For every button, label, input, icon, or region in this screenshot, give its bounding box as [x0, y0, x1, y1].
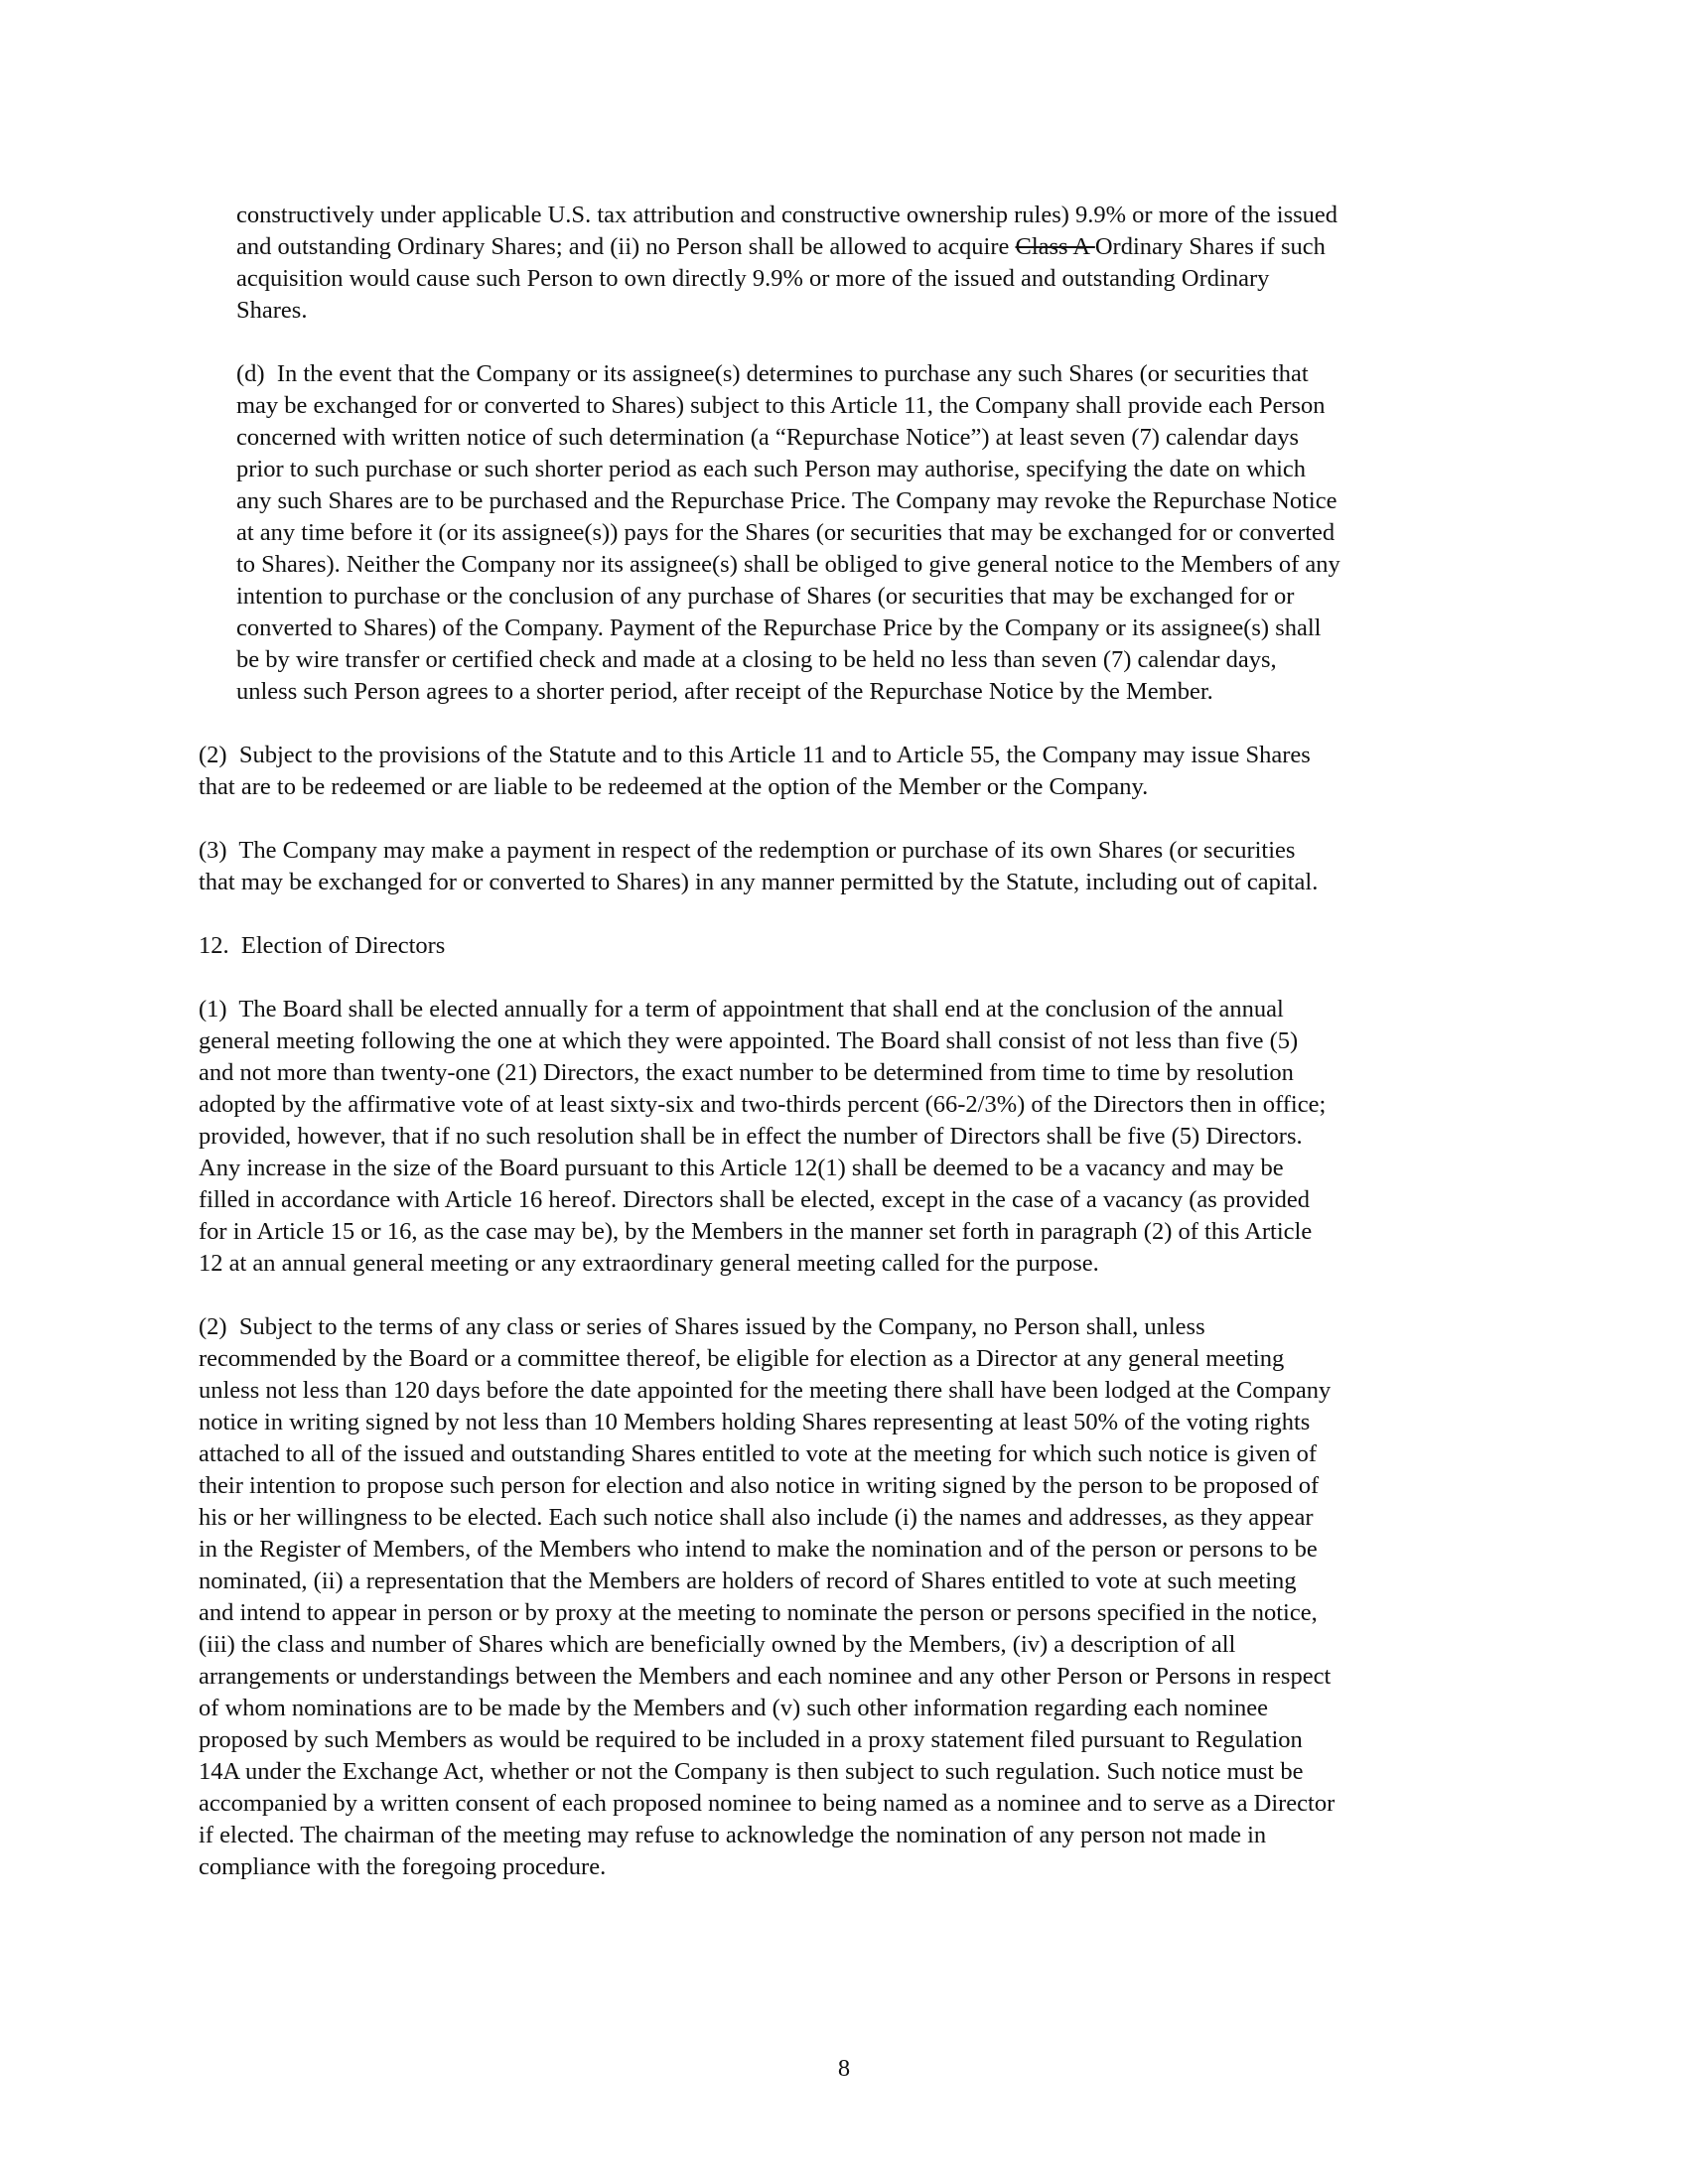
text-line: may be exchanged for or converted to Shares) subject to this Article 11, the Company shall provide each Person — [236, 392, 1326, 419]
text-line: accompanied by a written consent of each proposed nominee to being named as a nominee and to serve as a Director — [199, 1790, 1336, 1817]
text-line: prior to such purchase or such shorter period as each such Person may authorise, specifying the date on which — [236, 456, 1307, 482]
text-line: 12 at an annual general meeting or any extraordinary general meeting called for the purpose. — [199, 1250, 1099, 1277]
section-heading: 12. Election of Directors — [199, 932, 446, 959]
text-line: Any increase in the size of the Board pursuant to this Article 12(1) shall be deemed to be a vacancy and may be — [199, 1155, 1284, 1181]
text-line: provided, however, that if no such resolution shall be in effect the number of Directors shall be five (5) Directors. — [199, 1123, 1303, 1150]
text-line: 14A under the Exchange Act, whether or not the Company is then subject to such regulation. Such notice must be — [199, 1758, 1304, 1785]
text-line: acquisition would cause such Person to own directly 9.9% or more of the issued and outstanding Ordinary — [236, 265, 1270, 292]
text-line: that may be exchanged for or converted to Shares) in any manner permitted by the Statute, including out of capital. — [199, 869, 1319, 895]
text-line: for in Article 15 or 16, as the case may be), by the Members in the manner set forth in paragraph (2) of this Article — [199, 1218, 1313, 1245]
text-line: (1) The Board shall be elected annually for a term of appointment that shall end at the conclusion of the annual — [199, 996, 1284, 1023]
text-line: (2) Subject to the terms of any class or series of Shares issued by the Company, no Person shall, unless — [199, 1313, 1205, 1340]
text-line: in the Register of Members, of the Members who intend to make the nomination and of the person or persons to be — [199, 1536, 1318, 1563]
text-line: that are to be redeemed or are liable to be redeemed at the option of the Member or the Company. — [199, 773, 1149, 800]
text-line: be by wire transfer or certified check and made at a closing to be held no less than seven (7) calendar days, — [236, 646, 1277, 673]
text-line: adopted by the affirmative vote of at least sixty-six and two-thirds percent (66-2/3%) of the Directors then in office; — [199, 1091, 1327, 1118]
text-line: notice in writing signed by not less than 10 Members holding Shares representing at least 50% of the voting rights — [199, 1409, 1311, 1435]
text-span: Ordinary Shares if such — [1094, 233, 1326, 260]
text-line: (2) Subject to the provisions of the Statute and to this Article 11 and to Article 55, the Company may issue Shares — [199, 742, 1311, 768]
text-line: at any time before it (or its assignee(s)) pays for the Shares (or securities that may be exchanged for or converted — [236, 519, 1336, 546]
text-line: filled in accordance with Article 16 hereof. Directors shall be elected, except in the case of a vacancy (as provided — [199, 1186, 1311, 1213]
text-line: to Shares). Neither the Company nor its assignee(s) shall be obliged to give general notice to the Members of any — [236, 551, 1340, 578]
text-line: their intention to propose such person for election and also notice in writing signed by the person to be proposed of — [199, 1472, 1320, 1499]
text-span: and outstanding Ordinary Shares; and (ii) no Person shall be allowed to acquire — [236, 233, 1016, 260]
text-line: nominated, (ii) a representation that the Members are holders of record of Shares entitled to vote at such meeting — [199, 1568, 1297, 1594]
text-line: arrangements or understandings between the Members and each nominee and any other Person or Persons in respect — [199, 1663, 1332, 1690]
text-line: (d) In the event that the Company or its assignee(s) determines to purchase any such Shares (or securities that — [236, 360, 1309, 387]
text-line: (iii) the class and number of Shares which are beneficially owned by the Members, (iv) a description of all — [199, 1631, 1236, 1658]
struck-text: Class A — [1015, 233, 1095, 260]
text-line: compliance with the foregoing procedure. — [199, 1853, 607, 1880]
text-line: concerned with written notice of such determination (a “Repurchase Notice”) at least seven (7) calendar days — [236, 424, 1300, 451]
text-line — [236, 231, 1326, 263]
text-line: any such Shares are to be purchased and the Repurchase Price. The Company may revoke the Repurchase Notice — [236, 487, 1337, 514]
text-line: of whom nominations are to be made by the Members and (v) such other information regarding each nominee — [199, 1695, 1268, 1721]
text-line: proposed by such Members as would be required to be included in a proxy statement filed pursuant to Regulation — [199, 1726, 1303, 1753]
text-line: recommended by the Board or a committee thereof, be eligible for election as a Director at any general meeting — [199, 1345, 1285, 1372]
text-line: unless such Person agrees to a shorter period, after receipt of the Repurchase Notice by the Member. — [236, 678, 1213, 705]
text-line: general meeting following the one at which they were appointed. The Board shall consist of not less than five (5) — [199, 1027, 1299, 1054]
text-line: and intend to appear in person or by proxy at the meeting to nominate the person or persons specified in the notice, — [199, 1599, 1318, 1626]
text-line: Shares. — [236, 297, 308, 324]
text-line: intention to purchase or the conclusion of any purchase of Shares (or securities that may be exchanged for or — [236, 583, 1295, 610]
text-line: unless not less than 120 days before the date appointed for the meeting there shall have been lodged at the Company — [199, 1377, 1332, 1404]
text-line: attached to all of the issued and outstanding Shares entitled to vote at the meeting for which such notice is given of — [199, 1440, 1318, 1467]
text-line: and not more than twenty-one (21) Directors, the exact number to be determined from time to time by resolution — [199, 1059, 1294, 1086]
text-line: (3) The Company may make a payment in respect of the redemption or purchase of its own Shares (or securities — [199, 837, 1296, 864]
page-number: 8 — [837, 2055, 851, 2082]
text-line: if elected. The chairman of the meeting may refuse to acknowledge the nomination of any person not made in — [199, 1822, 1267, 1848]
text-line: constructively under applicable U.S. tax attribution and constructive ownership rules) 9.9% or more of the issued — [236, 202, 1338, 228]
text-line: his or her willingness to be elected. Each such notice shall also include (i) the names and addresses, as they appear — [199, 1504, 1314, 1531]
text-line: converted to Shares) of the Company. Payment of the Repurchase Price by the Company or its assignee(s) shall — [236, 614, 1322, 641]
